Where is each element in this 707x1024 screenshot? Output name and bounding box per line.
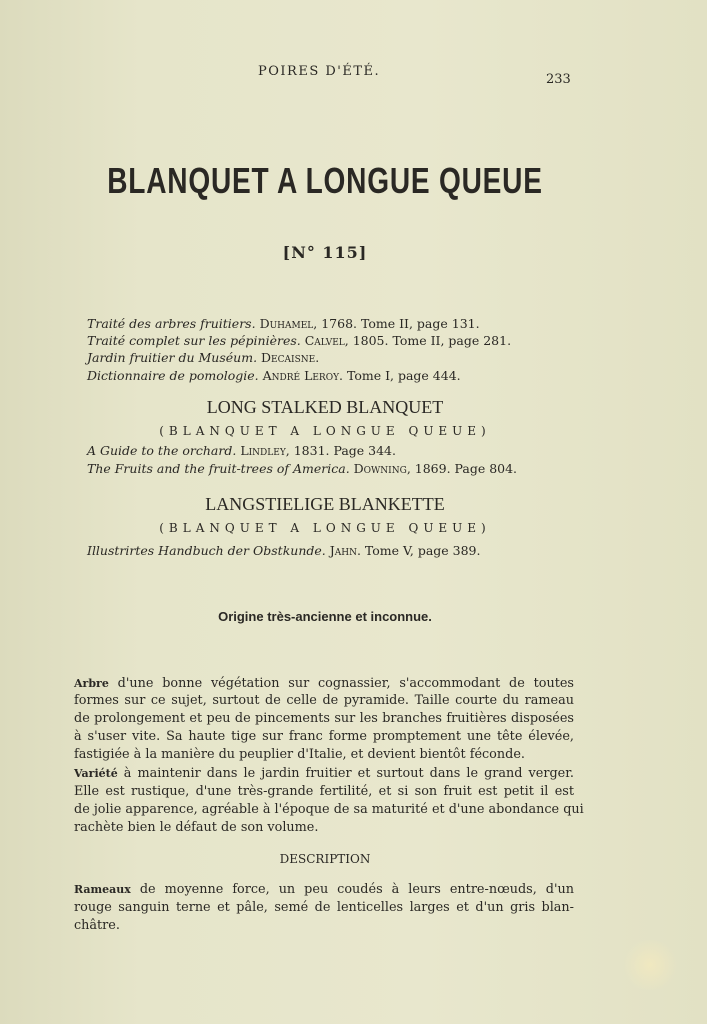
rameaux-line: châtre.: [74, 918, 120, 933]
english-alias: (BLANQUET A LONGUE QUEUE): [159, 424, 491, 438]
page-number: 233: [546, 72, 571, 87]
running-title: POIRES D'ÉTÉ.: [258, 64, 381, 79]
description-heading: DESCRIPTION: [279, 852, 371, 866]
page-title: BLANQUET A LONGUE QUEUE: [107, 160, 543, 201]
arbre-line: Arbre d'une bonne végétation sur cognassier, s'accommodant de toutes: [74, 676, 574, 691]
reference: Traité des arbres fruitiers. Duhamel, 1768. Tome II, page 131.: [87, 316, 480, 331]
arbre-line: formes sur ce sujet, surtout de celle de pyramide. Taille courte du rameau: [74, 693, 574, 708]
rameaux-line: Rameaux de moyenne force, un peu coudés à leurs entre-nœuds, d'un: [74, 882, 574, 897]
reference: Dictionnaire de pomologie. André Leroy. Tome I, page 444.: [87, 368, 461, 383]
arbre-line: fastigiée à la manière du peuplier d'Italie, et devient bientôt féconde.: [74, 747, 525, 762]
variety-number: [N° 115]: [282, 243, 368, 262]
reference: Traité complet sur les pépinières. Calvel, 1805. Tome II, page 281.: [87, 333, 512, 348]
variete-line: rachète bien le défaut de son volume.: [74, 820, 319, 835]
rameaux-line: rouge sanguin terne et pâle, semé de lenticelles larges et d'un gris blan-: [74, 900, 574, 915]
variete-line: Variété à maintenir dans le jardin fruitier et surtout dans le grand verger.: [74, 766, 574, 781]
reference: Jardin fruitier du Muséum. Decaisne.: [87, 350, 320, 365]
english-name: LONG STALKED BLANQUET: [206, 397, 444, 417]
arbre-line: à s'user vite. Sa haute tige sur franc forme promptement une tête élevée,: [74, 729, 574, 744]
german-name: LANGSTIELIGE BLANKETTE: [205, 494, 445, 514]
variete-line: de jolie apparence, agréable à l'époque de sa maturité et d'une abondance qui: [74, 802, 584, 817]
paper-stain: [620, 940, 680, 990]
reference: A Guide to the orchard. Lindley, 1831. Page 344.: [87, 443, 396, 458]
variete-line: Elle est rustique, d'une très-grande fertilité, et si son fruit est petit il est: [74, 784, 574, 799]
origin-note: Origine très-ancienne et inconnue.: [218, 609, 432, 624]
arbre-line: de prolongement et peu de pincements sur les branches fruitières disposées: [74, 711, 574, 726]
reference: Illustrirtes Handbuch der Obstkunde. Jahn. Tome V, page 389.: [87, 543, 481, 558]
reference: The Fruits and the fruit-trees of America. Downing, 1869. Page 804.: [87, 461, 518, 476]
german-alias: (BLANQUET A LONGUE QUEUE): [159, 521, 491, 535]
